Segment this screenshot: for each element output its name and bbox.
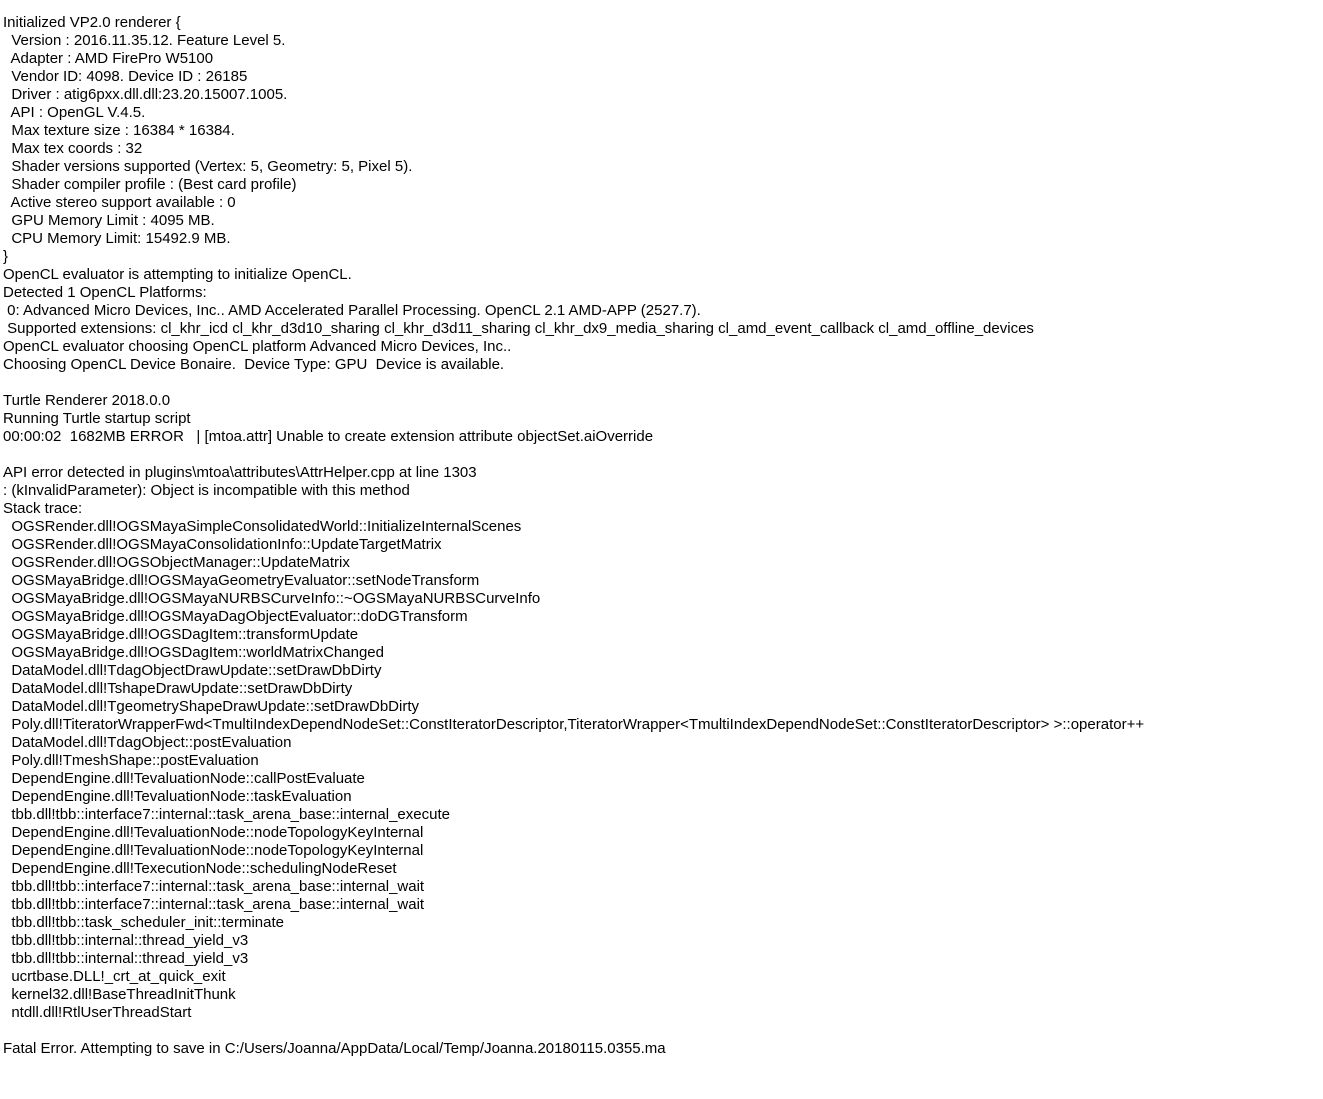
- log-line: OGSMayaBridge.dll!OGSMayaNURBSCurveInfo::~OGSMayaNURBSCurveInfo: [3, 590, 541, 607]
- log-line: OpenCL evaluator choosing OpenCL platform Advanced Micro Devices, Inc..: [3, 338, 512, 355]
- log-line: DependEngine.dll!TevaluationNode::taskEvaluation: [3, 788, 352, 805]
- log-line: Choosing OpenCL Device Bonaire. Device Type: GPU Device is available.: [3, 356, 505, 373]
- log-line: }: [3, 248, 9, 265]
- log-line: Shader versions supported (Vertex: 5, Geometry: 5, Pixel 5).: [3, 158, 413, 175]
- log-line: 00:00:02 1682MB ERROR | [mtoa.attr] Unable to create extension attribute objectSet.aiOverride: [3, 428, 654, 445]
- log-line: Max tex coords : 32: [3, 140, 143, 157]
- log-line: Turtle Renderer 2018.0.0: [3, 392, 171, 409]
- log-line: 0: Advanced Micro Devices, Inc.. AMD Accelerated Parallel Processing. OpenCL 2.1 AMD-APP (2527.7).: [3, 302, 701, 319]
- log-line: tbb.dll!tbb::interface7::internal::task_arena_base::internal_wait: [3, 878, 425, 895]
- log-line: Fatal Error. Attempting to save in C:/Users/Joanna/AppData/Local/Temp/Joanna.20180115.0355.ma: [3, 1040, 666, 1057]
- log-line: tbb.dll!tbb::task_scheduler_init::terminate: [3, 914, 284, 931]
- log-line: tbb.dll!tbb::internal::thread_yield_v3: [3, 932, 249, 949]
- log-line: OGSRender.dll!OGSObjectManager::UpdateMatrix: [3, 554, 350, 571]
- log-line: CPU Memory Limit: 15492.9 MB.: [3, 230, 231, 247]
- log-line: DependEngine.dll!TevaluationNode::nodeTopologyKeyInternal: [3, 842, 424, 859]
- log-line: [3, 1022, 1323, 1040]
- log-line: OGSMayaBridge.dll!OGSDagItem::worldMatrixChanged: [3, 644, 384, 661]
- log-line: DataModel.dll!TgeometryShapeDrawUpdate::setDrawDbDirty: [3, 698, 420, 715]
- log-line: DependEngine.dll!TexecutionNode::schedulingNodeReset: [3, 860, 397, 877]
- log-line: OpenCL evaluator is attempting to initialize OpenCL.: [3, 266, 352, 283]
- log-line: Vendor ID: 4098. Device ID : 26185: [3, 68, 248, 85]
- log-line: DependEngine.dll!TevaluationNode::callPostEvaluate: [3, 770, 365, 787]
- log-line: Active stereo support available : 0: [3, 194, 236, 211]
- log-line: Stack trace:: [3, 500, 83, 517]
- log-line: Poly.dll!TmeshShape::postEvaluation: [3, 752, 259, 769]
- log-line: Poly.dll!TiteratorWrapperFwd<TmultiIndexDependNodeSet::ConstIteratorDescriptor,TiteratorWrapper<TmultiIndexDependNodeSet::ConstIteratorDescriptor> >::operator++: [3, 716, 1145, 733]
- log-line: Max texture size : 16384 * 16384.: [3, 122, 235, 139]
- log-line: OGSMayaBridge.dll!OGSMayaGeometryEvaluator::setNodeTransform: [3, 572, 480, 589]
- log-line: Running Turtle startup script: [3, 410, 191, 427]
- log-line: Detected 1 OpenCL Platforms:: [3, 284, 207, 301]
- log-line: tbb.dll!tbb::internal::thread_yield_v3: [3, 950, 249, 967]
- log-line: Driver : atig6pxx.dll.dll:23.20.15007.1005.: [3, 86, 288, 103]
- log-line: tbb.dll!tbb::interface7::internal::task_arena_base::internal_execute: [3, 806, 450, 823]
- log-line: OGSRender.dll!OGSMayaConsolidationInfo::UpdateTargetMatrix: [3, 536, 442, 553]
- log-line: DataModel.dll!TdagObject::postEvaluation: [3, 734, 292, 751]
- log-line: [3, 446, 1323, 464]
- log-line: OGSMayaBridge.dll!OGSMayaDagObjectEvaluator::doDGTransform: [3, 608, 468, 625]
- log-line: Adapter : AMD FirePro W5100: [3, 50, 214, 67]
- log-line: GPU Memory Limit : 4095 MB.: [3, 212, 215, 229]
- log-line: ntdll.dll!RtlUserThreadStart: [3, 1004, 192, 1021]
- log-line: [3, 374, 1323, 392]
- log-line: tbb.dll!tbb::interface7::internal::task_arena_base::internal_wait: [3, 896, 425, 913]
- log-line: OGSMayaBridge.dll!OGSDagItem::transformUpdate: [3, 626, 359, 643]
- log-line: Supported extensions: cl_khr_icd cl_khr_d3d10_sharing cl_khr_d3d11_sharing cl_khr_dx9_media_sharing cl_amd_event_callback cl_amd_offline_devices: [3, 320, 1034, 337]
- log-line: DataModel.dll!TshapeDrawUpdate::setDrawDbDirty: [3, 680, 353, 697]
- log-line: DependEngine.dll!TevaluationNode::nodeTopologyKeyInternal: [3, 824, 424, 841]
- log-line: ucrtbase.DLL!_crt_at_quick_exit: [3, 968, 226, 985]
- log-line: API error detected in plugins\mtoa\attributes\AttrHelper.cpp at line 1303: [3, 464, 477, 481]
- log-line: Initialized VP2.0 renderer {: [3, 14, 181, 31]
- log-line: DataModel.dll!TdagObjectDrawUpdate::setDrawDbDirty: [3, 662, 382, 679]
- log-line: OGSRender.dll!OGSMayaSimpleConsolidatedWorld::InitializeInternalScenes: [3, 518, 522, 535]
- log-line: kernel32.dll!BaseThreadInitThunk: [3, 986, 236, 1003]
- log-line: Version : 2016.11.35.12. Feature Level 5.: [3, 32, 286, 49]
- log-line: : (kInvalidParameter): Object is incompatible with this method: [3, 482, 410, 499]
- log-line: API : OpenGL V.4.5.: [3, 104, 146, 121]
- log-line: Shader compiler profile : (Best card profile): [3, 176, 297, 193]
